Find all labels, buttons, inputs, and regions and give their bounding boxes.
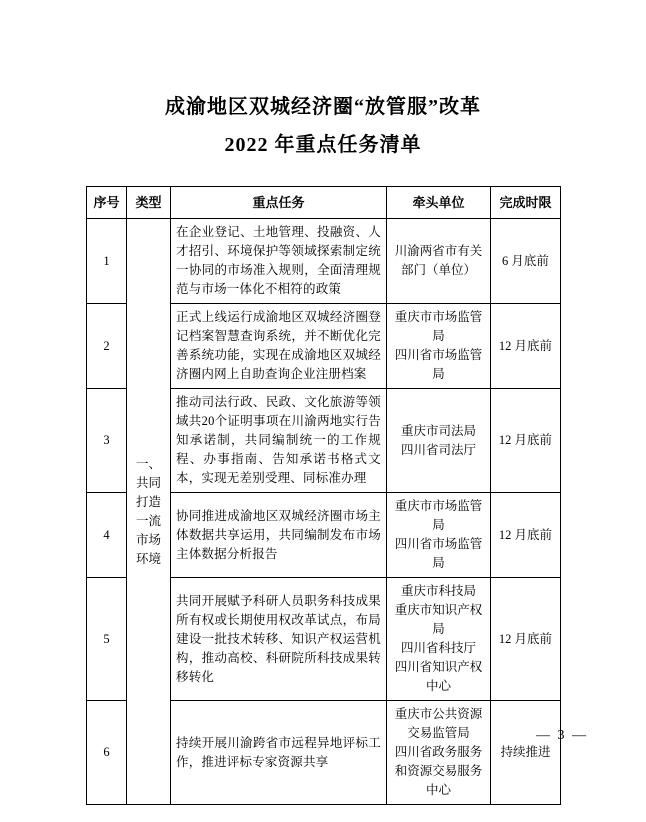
cell-seq: 2 xyxy=(87,304,127,389)
cell-seq: 6 xyxy=(87,701,127,805)
cell-task: 共同开展赋予科研人员职务科技成果所有权或长期使用权改革试点，布局建设一批技术转移、知识产权运营机构，推动高校、科研院所科技成果转移转化 xyxy=(171,578,387,701)
cell-seq: 4 xyxy=(87,493,127,578)
cell-unit: 重庆市司法局 四川省司法厅 xyxy=(387,389,491,493)
column-header-type: 类型 xyxy=(127,187,171,219)
table-row xyxy=(87,219,561,304)
cell-due: 12 月底前 xyxy=(491,304,561,389)
cell-type-group: 一、共同打造一流市场环境 xyxy=(127,219,171,805)
column-header-unit: 牵头单位 xyxy=(387,187,491,219)
cell-task: 推动司法行政、民政、文化旅游等领域共20个证明事项在川渝两地实行告知承诺制，共同编制统一的工作规程、办事指南、告知承诺书格式文本，实现无差别受理、同标准办理 xyxy=(171,389,387,493)
cell-task: 在企业登记、土地管理、投融资、人才招引、环境保护等领域探索制定统一协同的市场准入规则，全面清理规范与市场一体化不相符的政策 xyxy=(171,219,387,304)
cell-seq: 3 xyxy=(87,389,127,493)
cell-due: 12 月底前 xyxy=(491,578,561,701)
cell-seq: 1 xyxy=(87,219,127,304)
column-header-seq: 序号 xyxy=(87,187,127,219)
column-header-task: 重点任务 xyxy=(171,187,387,219)
cell-seq: 5 xyxy=(87,578,127,701)
title-line-2: 2022 年重点任务清单 xyxy=(224,134,422,156)
cell-due: 12 月底前 xyxy=(491,493,561,578)
page-number: — 3 — xyxy=(536,728,588,743)
task-table-container xyxy=(86,186,560,805)
title-line-1: 成渝地区双城经济圈“放管服”改革 xyxy=(165,96,481,118)
cell-due: 持续推进 xyxy=(491,701,561,805)
cell-task: 持续开展川渝跨省市远程异地评标工作，推进评标专家资源共享 xyxy=(171,701,387,805)
document-title xyxy=(0,0,646,164)
cell-unit: 重庆市市场监管局 四川省市场监管局 xyxy=(387,493,491,578)
task-table xyxy=(86,186,561,805)
cell-unit: 川渝两省市有关部门（单位） xyxy=(387,219,491,304)
cell-due: 6 月底前 xyxy=(491,219,561,304)
cell-due: 12 月底前 xyxy=(491,389,561,493)
table-header-row xyxy=(87,187,561,219)
cell-unit: 重庆市科技局 重庆市知识产权局 四川省科技厅 四川省知识产权中心 xyxy=(387,578,491,701)
cell-unit: 重庆市市场监管局 四川省市场监管局 xyxy=(387,304,491,389)
cell-unit: 重庆市公共资源交易监管局 四川省政务服务和资源交易服务中心 xyxy=(387,701,491,805)
cell-task: 协同推进成渝地区双城经济圈市场主体数据共享运用，共同编制发布市场主体数据分析报告 xyxy=(171,493,387,578)
column-header-due: 完成时限 xyxy=(491,187,561,219)
cell-task: 正式上线运行成渝地区双城经济圈登记档案智慧查询系统，并不断优化完善系统功能，实现在成渝地区双城经济圈内网上自助查询企业注册档案 xyxy=(171,304,387,389)
